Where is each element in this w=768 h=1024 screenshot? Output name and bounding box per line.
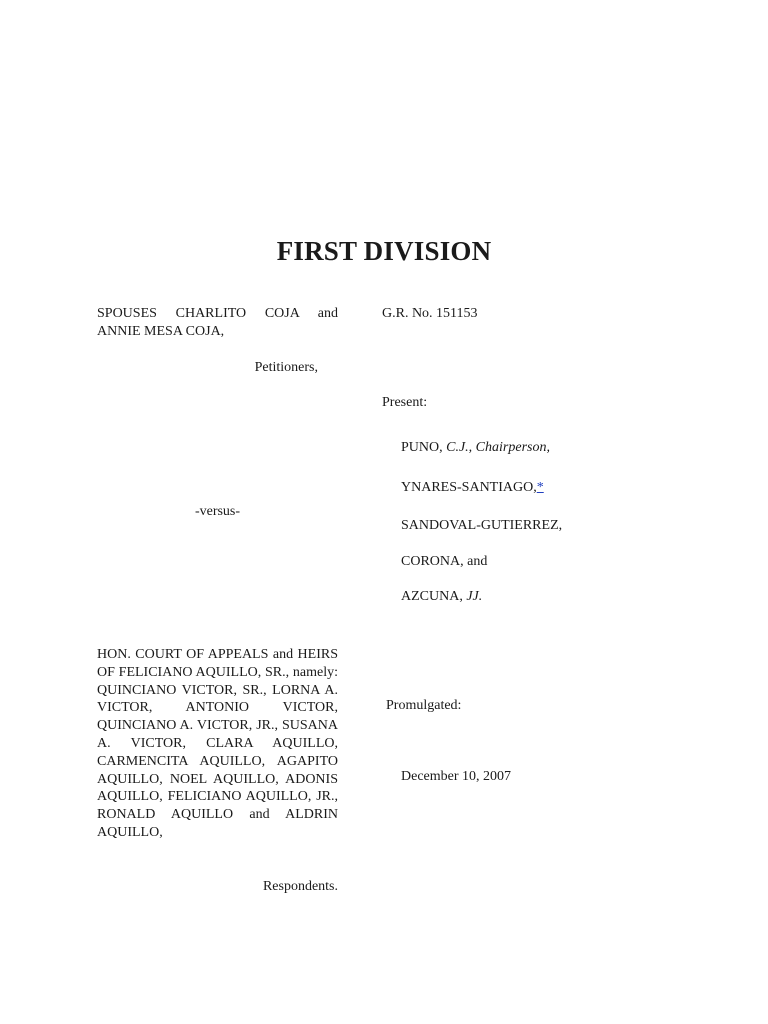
versus: -versus- xyxy=(194,504,241,519)
justice-sandoval-gutierrez: SANDOVAL-GUTIERREZ, xyxy=(401,518,563,533)
justice-title: C.J., Chairperson, xyxy=(446,440,550,455)
justice-title: JJ. xyxy=(466,589,483,604)
justice-name: AZCUNA, xyxy=(401,589,467,604)
justice-ynares-santiago xyxy=(401,479,661,497)
respondents-names: HON. COURT OF APPEALS and HEIRS OF FELICIANO AQUILLO, SR., namely: QUINCIANO VICTOR, SR., LORNA A. VICTOR, ANTONIO VICTOR, QUINCIANO A. VICTOR, JR., SUSANA A. VICTOR, CLARA AQUILLO, CARMENCITA AQUILLO, AGAPITO AQUILLO, NOEL AQUILLO, ADONIS AQUILLO, FELICIANO AQUILLO, JR., RONALD AQUILLO and ALDRIN AQUILLO, xyxy=(97,647,338,840)
division-heading: FIRST DIVISION xyxy=(276,236,492,266)
respondents-label: Respondents. xyxy=(262,879,338,894)
present-label: Present: xyxy=(382,395,428,410)
justice-puno xyxy=(401,439,661,457)
petitioners-label: Petitioners, xyxy=(254,360,318,375)
justice-name: PUNO, xyxy=(401,440,447,455)
footnote-link[interactable]: * xyxy=(536,480,544,495)
justice-azcuna xyxy=(401,588,661,606)
justice-name: YNARES-SANTIAGO, xyxy=(401,480,537,495)
promulgated-label: Promulgated: xyxy=(386,698,462,713)
justice-corona: CORONA, and xyxy=(401,554,488,569)
promulgated-date: December 10, 2007 xyxy=(401,769,512,784)
petitioners-names: SPOUSES CHARLITO COJA and ANNIE MESA COJA, xyxy=(97,306,338,339)
gr-number: G.R. No. 151153 xyxy=(382,306,478,321)
